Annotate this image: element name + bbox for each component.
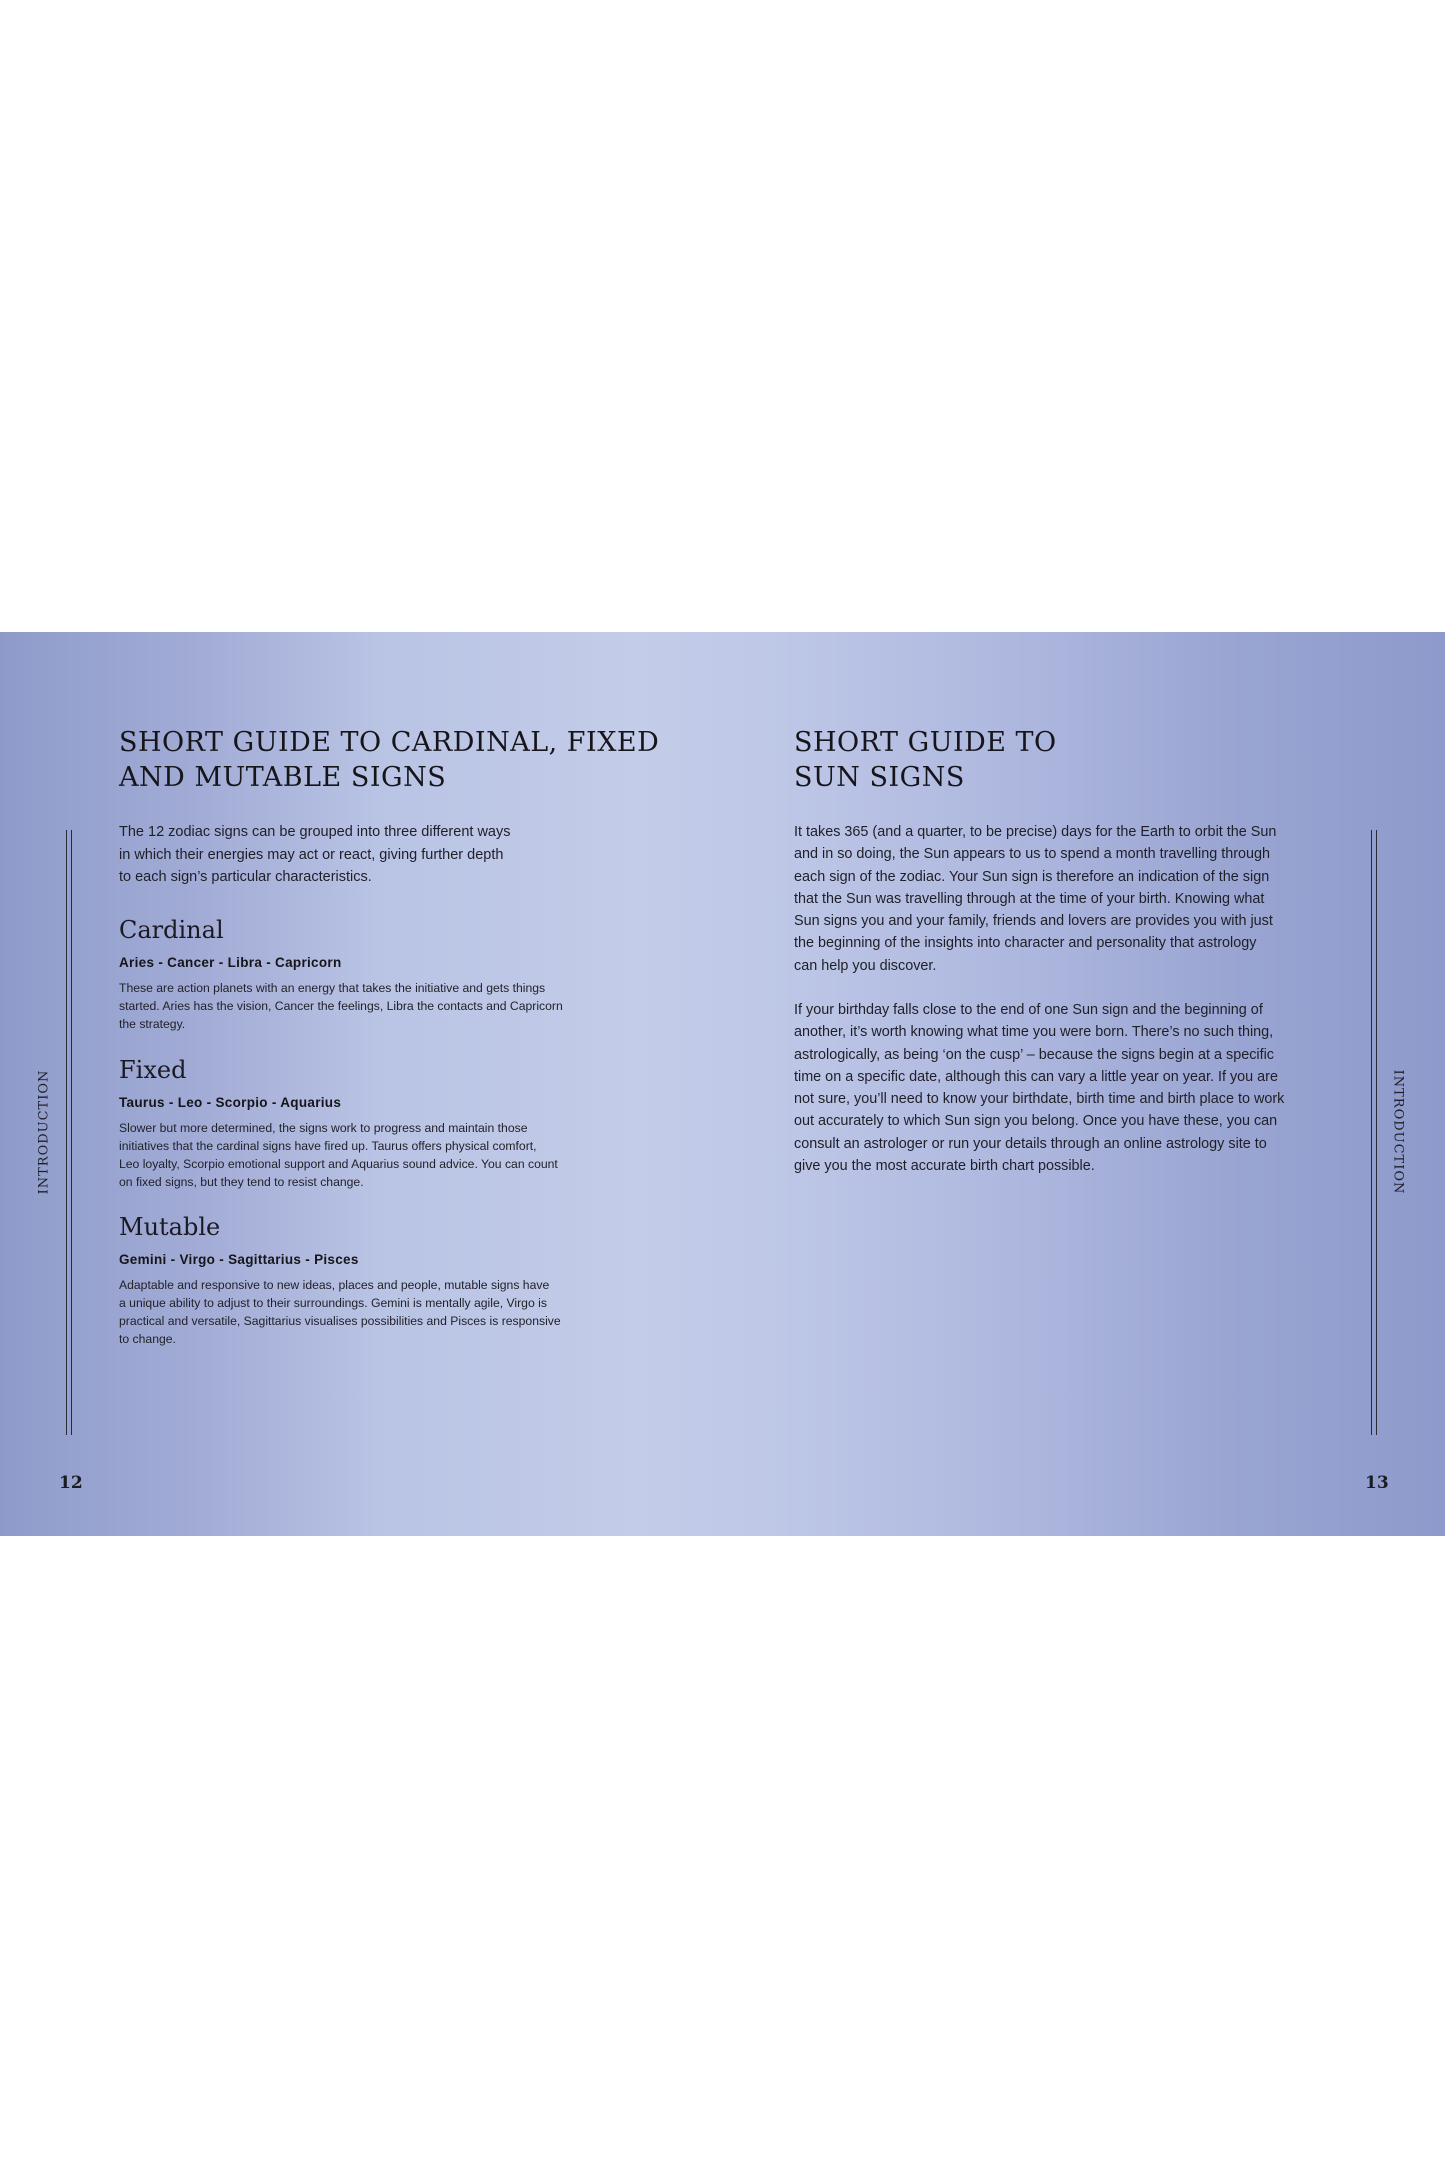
page-number-right: 13 <box>1365 1473 1389 1493</box>
sun-signs-paragraph-2: If your birthday falls close to the end of one Sun sign and the beginning of another, it’s worth knowing what time you were born. There’s no such thing, astrologically, as being ‘on the cusp’ – because the signs begin at a specific time on a specific date, although this can vary a little year on year. If you are not sure, you’ll need to know your birthdate, birth time and birth place to work out accurately to which Sun sign you belong. Once you have these, you can consult an astrologer or run your details through an online astrology site to give you the most accurate birth chart possible. <box>794 1002 1285 1175</box>
cardinal-description: These are action planets with an energy that takes the initiative and gets things started. Aries has the vision, Cancer the feelings, Libra the contacts and Capricorn the strategy. <box>119 981 563 1031</box>
book-spread <box>0 632 1445 1536</box>
right-page: SHORT GUIDE TO SUN SIGNS It takes 365 (and a quarter, to be precise) days for the Earth to orbit the Sun and in so doing, the Sun appears to us to spend a month travelling through each sign of the zodiac. Your Sun sign is therefore an indication of the sign that the Sun was travelling through at the time of your birth. Knowing what Sun signs you and your family, friends and lovers are provides you with just the beginning of the insights into character and personality that astrology can help you discover. If your birthday falls close to the end of one Sun sign and the beginning of another, it’s worth knowing what time you were born. There’s no such thing, astrologically, as being ‘on the cusp’ – because the signs begin at a specific time on a specific date, although this can vary a little year on year. If you are not sure, you’ll need to know your birthdate, birth time and birth place to work out accurately to which Sun sign you belong. Once you have these, you can consult an astrologer or run your details through an online astrology site to give you the most accurate birth chart possible. INTRODUCTION 13 <box>794 727 1406 1493</box>
right-double-rule <box>1371 830 1377 1435</box>
section-title-mutable: Mutable <box>119 1213 221 1241</box>
section-title-fixed: Fixed <box>119 1056 187 1084</box>
mutable-description: Adaptable and responsive to new ideas, places and people, mutable signs have a unique ability to adjust to their surroundings. Gemini is mentally agile, Virgo is practical and versatile, Sagittarius visualises possibilities and Pisces is responsive to change. <box>119 1278 561 1346</box>
right-page-heading: SHORT GUIDE TO SUN SIGNS <box>794 727 1057 793</box>
fixed-signs-list: Taurus - Leo - Scorpio - Aquarius <box>119 1095 342 1110</box>
sun-signs-paragraph-1: It takes 365 (and a quarter, to be precise) days for the Earth to orbit the Sun and in so doing, the Sun appears to us to spend a month travelling through each sign of the zodiac. Your Sun sign is therefore an indication of the sign that the Sun was travelling through at the time of your birth. Knowing what Sun signs you and your family, friends and lovers are provides you with just the beginning of the insights into character and personality that astrology can help you discover. <box>794 824 1277 974</box>
page-number-left: 12 <box>59 1473 83 1493</box>
left-page: SHORT GUIDE TO CARDINAL, FIXED AND MUTABLE SIGNS The 12 zodiac signs can be grouped into three different ways in which their energies may act or react, giving further depth to each sign’s particular characteristics. Cardinal Aries - Cancer - Libra - Capricorn These are action planets with an energy that takes the initiative and gets things started. Aries has the vision, Cancer the feelings, Libra the contacts and Capricorn the strategy. Fixed Taurus - Leo - Scorpio - Aquarius Slower but more determined, the signs work to progress and maintain those initiatives that the cardinal signs have fired up. Taurus offers physical comfort, Leo loyalty, Scorpio emotional support and Aquarius sound advice. You can count on fixed signs, but they tend to resist change. Mutable Gemini - Virgo - Sagittarius - Pisces Adaptable and responsive to new ideas, places and people, mutable signs have a unique ability to adjust to their surroundings. Gemini is mentally agile, Virgo is practical and versatile, Sagittarius visualises possibilities and Pisces is responsive to change. INTRODUCTION 12 <box>36 727 660 1493</box>
fixed-description: Slower but more determined, the signs work to progress and maintain those initiatives that the cardinal signs have fired up. Taurus offers physical comfort, Leo loyalty, Scorpio emotional support and Aquarius sound advice. You can count on fixed signs, but they tend to resist change. <box>119 1121 558 1189</box>
left-intro-paragraph: The 12 zodiac signs can be grouped into three different ways in which their energies may act or react, giving further depth to each sign’s particular characteristics. <box>119 824 511 885</box>
section-title-cardinal: Cardinal <box>119 916 224 944</box>
mutable-signs-list: Gemini - Virgo - Sagittarius - Pisces <box>119 1252 359 1267</box>
cardinal-signs-list: Aries - Cancer - Libra - Capricorn <box>119 955 342 970</box>
left-page-heading: SHORT GUIDE TO CARDINAL, FIXED AND MUTABLE SIGNS <box>119 727 660 793</box>
left-double-rule <box>66 830 72 1435</box>
